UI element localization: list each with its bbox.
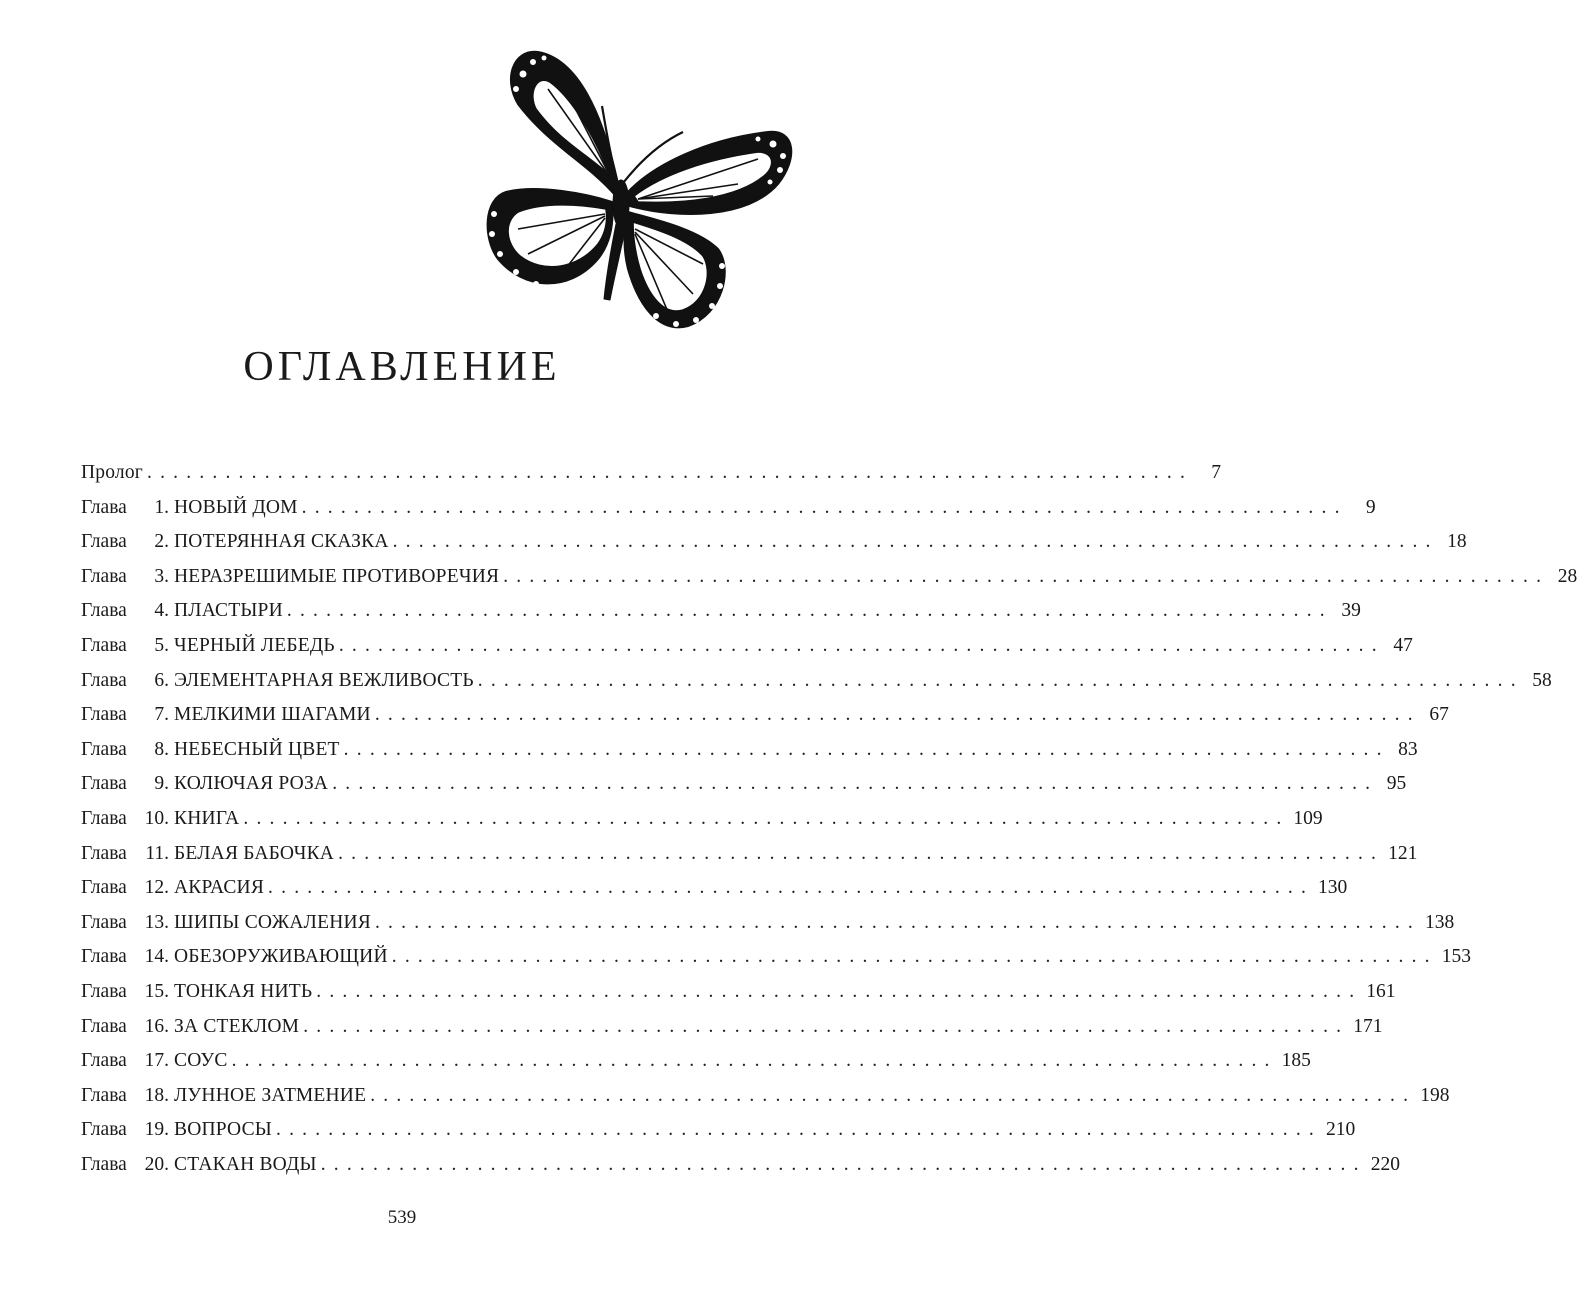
toc-entry-page: 39	[1341, 600, 1361, 622]
toc-entry-chapter-11[interactable]	[81, 842, 1418, 878]
toc-entry-page: 67	[1429, 704, 1449, 726]
dot-leader: ................................................................................	[276, 1119, 1322, 1141]
toc-entry-chapter-20[interactable]	[81, 1153, 1400, 1189]
chapter-number: 8.	[154, 738, 169, 760]
toc-entry-page: 185	[1281, 1050, 1311, 1072]
toc-entry-prefix	[81, 1154, 169, 1176]
toc-entry-title: КОЛЮЧАЯ РОЗА	[174, 773, 329, 795]
chapter-word: Глава	[81, 980, 127, 1002]
toc-entry-page: 138	[1424, 911, 1455, 933]
dot-leader: ................................................................................	[370, 1084, 1417, 1106]
chapter-number: 3.	[154, 565, 169, 587]
toc-entry-chapter-15[interactable]	[81, 980, 1396, 1016]
toc-entry-chapter-8[interactable]	[81, 738, 1418, 774]
toc-entry-prefix	[81, 981, 169, 1003]
chapter-number: 20.	[144, 1153, 169, 1175]
toc-entry-page: 171	[1353, 1015, 1383, 1037]
chapter-word: Глава	[81, 911, 127, 933]
dot-leader: ................................................................................	[392, 531, 1439, 553]
dot-leader: ................................................................................	[301, 496, 1348, 518]
toc-entry-title: СОУС	[174, 1050, 228, 1072]
chapter-word: Глава	[81, 704, 127, 726]
chapter-number: 12.	[144, 877, 169, 899]
toc-entry-prefix	[81, 1016, 169, 1038]
chapter-word: Глава	[81, 1153, 127, 1175]
toc-entry-page: 9	[1365, 496, 1376, 518]
dot-leader: ................................................................................	[320, 1153, 1367, 1175]
toc-entry-chapter-5[interactable]	[81, 634, 1413, 670]
toc-entry-prefix	[81, 877, 169, 899]
toc-entry-title: НЕБЕСНЫЙ ЦВЕТ	[174, 738, 340, 760]
dot-leader: ................................................................................	[374, 911, 1421, 933]
toc-entry-title: ПОТЕРЯННАЯ СКАЗКА	[174, 531, 389, 553]
dot-leader: ................................................................................	[286, 600, 1333, 622]
toc-entry-page: 7	[1211, 462, 1222, 483]
toc-entry-prefix	[81, 670, 169, 692]
chapter-number: 9.	[154, 773, 169, 795]
toc-entry-prefix	[81, 843, 169, 865]
chapter-number: 4.	[154, 600, 169, 622]
chapter-word: Глава	[81, 600, 127, 622]
chapter-number: 11.	[145, 842, 169, 864]
toc-entry-title: ЛУННОЕ ЗАТМЕНИЕ	[174, 1084, 367, 1106]
chapter-word: Глава	[81, 1050, 127, 1072]
table-of-contents	[81, 462, 1577, 1188]
chapter-number: 17.	[144, 1050, 169, 1072]
toc-entry-chapter-3[interactable]	[81, 565, 1577, 601]
chapter-word: Глава	[81, 531, 127, 553]
toc-entry-title: ТОНКАЯ НИТЬ	[174, 980, 313, 1002]
toc-entry-page: 28	[1557, 565, 1577, 587]
toc-entry-chapter-4[interactable]	[81, 600, 1361, 635]
toc-entry-prefix	[81, 1085, 169, 1107]
chapter-number: 5.	[154, 634, 169, 656]
toc-entry-prefix	[81, 1119, 169, 1141]
dot-leader: ................................................................................	[503, 565, 1550, 587]
toc-entry-title: НЕРАЗРЕШИМЫЕ ПРОТИВОРЕЧИЯ	[174, 565, 500, 587]
toc-entry-page: 121	[1388, 842, 1418, 864]
toc-entry-title: ЭЛЕМЕНТАРНАЯ ВЕЖЛИВОСТЬ	[174, 669, 474, 691]
toc-entry-prologue[interactable]	[81, 462, 1222, 497]
toc-entry-prefix	[81, 600, 169, 622]
toc-entry-prefix	[81, 773, 169, 795]
toc-entry-chapter-18[interactable]	[81, 1084, 1450, 1120]
toc-entry-prefix	[81, 531, 169, 553]
dot-leader: ................................................................................	[332, 773, 1379, 795]
toc-entry-page: 198	[1420, 1084, 1450, 1106]
dot-leader: ................................................................................	[316, 980, 1363, 1002]
toc-entry-chapter-13[interactable]	[81, 911, 1455, 947]
toc-entry-page: 83	[1398, 738, 1418, 760]
toc-entry-prefix	[81, 635, 169, 657]
toc-entry-title: АКРАСИЯ	[174, 877, 265, 899]
toc-entry-title: ЗА СТЕКЛОМ	[174, 1015, 300, 1037]
toc-entry-prefix	[81, 1050, 169, 1072]
dot-leader: ................................................................................	[147, 462, 1194, 483]
chapter-word: Глава	[81, 496, 127, 518]
page-number: 539	[387, 1207, 417, 1228]
toc-entry-page: 47	[1393, 634, 1413, 656]
toc-entry-chapter-2[interactable]	[81, 531, 1467, 566]
dot-leader: ................................................................................	[303, 1015, 1350, 1037]
toc-entry-title: МЕЛКИМИ ШАГАМИ	[174, 704, 371, 726]
dot-leader: ................................................................................	[243, 807, 1290, 829]
toc-entry-prefix	[81, 739, 169, 761]
toc-entry-prefix	[81, 497, 169, 519]
chapter-word: Глава	[81, 842, 127, 864]
toc-entry-title: ШИПЫ СОЖАЛЕНИЯ	[174, 911, 371, 933]
chapter-word: Глава	[81, 669, 127, 691]
chapter-number: 1.	[154, 496, 169, 518]
chapter-word: Глава	[81, 1084, 127, 1106]
chapter-word: Глава	[81, 565, 127, 587]
toc-entry-page: 18	[1447, 531, 1467, 553]
toc-entry-title: ЧЕРНЫЙ ЛЕБЕДЬ	[174, 634, 335, 656]
toc-entry-page: 58	[1532, 669, 1552, 691]
dot-leader: ................................................................................	[338, 634, 1385, 656]
toc-entry-chapter-6[interactable]	[81, 669, 1552, 705]
chapter-number: 19.	[144, 1119, 169, 1141]
dot-leader: ................................................................................	[268, 877, 1315, 899]
chapter-number: 18.	[144, 1084, 169, 1106]
toc-entry-chapter-1[interactable]	[81, 496, 1376, 532]
butterfly-icon	[478, 44, 796, 336]
toc-entry-page: 161	[1366, 980, 1396, 1002]
toc-entry-title: КНИГА	[174, 807, 240, 829]
toc-entry-prefix	[81, 704, 169, 726]
toc-entry-chapter-12[interactable]	[81, 877, 1348, 912]
chapter-word: Глава	[81, 773, 127, 795]
chapter-number: 14.	[144, 946, 169, 968]
chapter-number: 7.	[154, 704, 169, 726]
chapter-number: 16.	[144, 1015, 169, 1037]
chapter-word: Глава	[81, 807, 127, 829]
toc-entry-page: 95	[1386, 773, 1407, 795]
toc-entry-title: СТАКАН ВОДЫ	[174, 1153, 317, 1175]
chapter-number: 10.	[144, 807, 169, 829]
chapter-number: 15.	[144, 980, 169, 1002]
dot-leader: ................................................................................	[338, 842, 1385, 864]
toc-entry-chapter-14[interactable]	[81, 946, 1471, 981]
dot-leader: ................................................................................	[231, 1050, 1278, 1072]
toc-entry-chapter-10[interactable]	[81, 807, 1323, 843]
toc-entry-page: 220	[1370, 1153, 1400, 1175]
chapter-word: Глава	[81, 1015, 127, 1037]
toc-entry-chapter-19[interactable]	[81, 1119, 1356, 1154]
toc-entry-prefix	[81, 808, 169, 830]
toc-entry-title: ОБЕЗОРУЖИВАЮЩИЙ	[174, 946, 388, 968]
page-title: ОГЛАВЛЕНИЕ	[243, 344, 561, 390]
toc-entry-title: БЕЛАЯ БАБОЧКА	[174, 842, 335, 864]
toc-entry-title: Пролог	[81, 462, 144, 483]
toc-entry-prefix	[81, 912, 169, 934]
toc-entry-page: 210	[1326, 1119, 1356, 1141]
dot-leader: ................................................................................	[477, 669, 1524, 691]
toc-entry-chapter-9[interactable]	[81, 773, 1407, 808]
toc-entry-chapter-16[interactable]	[81, 1015, 1383, 1051]
toc-entry-title: ПЛАСТЫРИ	[174, 600, 283, 622]
toc-entry-title: ВОПРОСЫ	[174, 1119, 272, 1141]
chapter-word: Глава	[81, 877, 127, 899]
chapter-word: Глава	[81, 946, 127, 968]
toc-entry-page: 109	[1293, 807, 1323, 829]
toc-entry-prefix	[81, 566, 169, 588]
toc-entry-chapter-7[interactable]	[81, 704, 1449, 739]
chapter-word: Глава	[81, 634, 127, 656]
chapter-number: 13.	[144, 911, 169, 933]
chapter-number: 6.	[154, 669, 169, 691]
toc-entry-chapter-17[interactable]	[81, 1050, 1311, 1085]
chapter-number: 2.	[154, 531, 169, 553]
toc-entry-page: 153	[1441, 946, 1471, 968]
dot-leader: ................................................................................	[391, 946, 1438, 968]
chapter-word: Глава	[81, 738, 127, 760]
toc-entry-prefix	[81, 946, 169, 968]
dot-leader: ................................................................................	[374, 704, 1421, 726]
chapter-word: Глава	[81, 1119, 127, 1141]
toc-entry-page: 130	[1318, 877, 1348, 899]
toc-entry-title: НОВЫЙ ДОМ	[174, 496, 298, 518]
dot-leader: ................................................................................	[343, 738, 1390, 760]
